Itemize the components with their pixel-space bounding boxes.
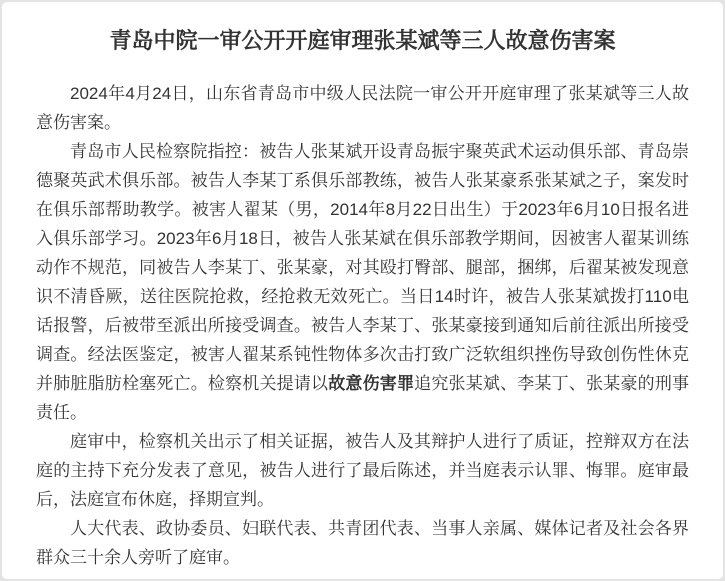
article-card xyxy=(2,2,723,579)
paragraph-intro: 2024年4月24日，山东省青岛市中级人民法院一审公开开庭审理了张某斌等三人故意伤害案。 xyxy=(36,84,689,132)
indictment-text-after: 追究张某斌、李某丁、张某豪的刑事责任。 xyxy=(36,374,690,422)
indictment-text-before: 青岛市人民检察院指控：被告人张某斌开设青岛振宇聚英武术运动俱乐部、青岛崇德聚英武术俱乐部。被告人李某丁系俱乐部教练，被告人张某豪系张某斌之子，案发时在俱乐部帮助教学。被害人翟某（男，2014年8月22日出生）于2023年6月10日报名进入俱乐部学习。2023年6月18日，被告人张某斌在俱乐部教学期间，因被害人翟某训练动作不规范，同被告人李某丁、张某豪，对其殴打臀部、腿部，捆绑，后翟某被发现意识不清昏厥，送往医院抢救，经抢救无效死亡。当日14时许，被告人张某斌拨打110电话报警，后被带至派出所接受调查。被告人李某丁、张某豪接到通知后前往派出所接受调查。经法医鉴定，被害人翟某系钝性物体多次击打致广泛软组织挫伤导致创伤性休克并肺脏脂肪栓塞死亡。检察机关提请以 xyxy=(36,142,689,393)
paragraph-trial-proceedings: 庭审中，检察机关出示了相关证据，被告人及其辩护人进行了质证，控辩双方在法庭的主持下充分发表了意见，被告人进行了最后陈述，并当庭表示认罪、悔罪。庭审最后，法庭宣布休庭，择期宣判。 xyxy=(36,432,689,509)
paragraph-indictment xyxy=(36,137,689,427)
paragraph-observers: 人大代表、政协委员、妇联代表、共青团代表、当事人亲属、媒体记者及社会各界群众三十余人旁听了庭审。 xyxy=(36,519,689,567)
charge-name-bold: 故意伤害罪 xyxy=(328,374,415,393)
article-title: 青岛中院一审公开开庭审理张某斌等三人故意伤害案 xyxy=(109,28,616,53)
